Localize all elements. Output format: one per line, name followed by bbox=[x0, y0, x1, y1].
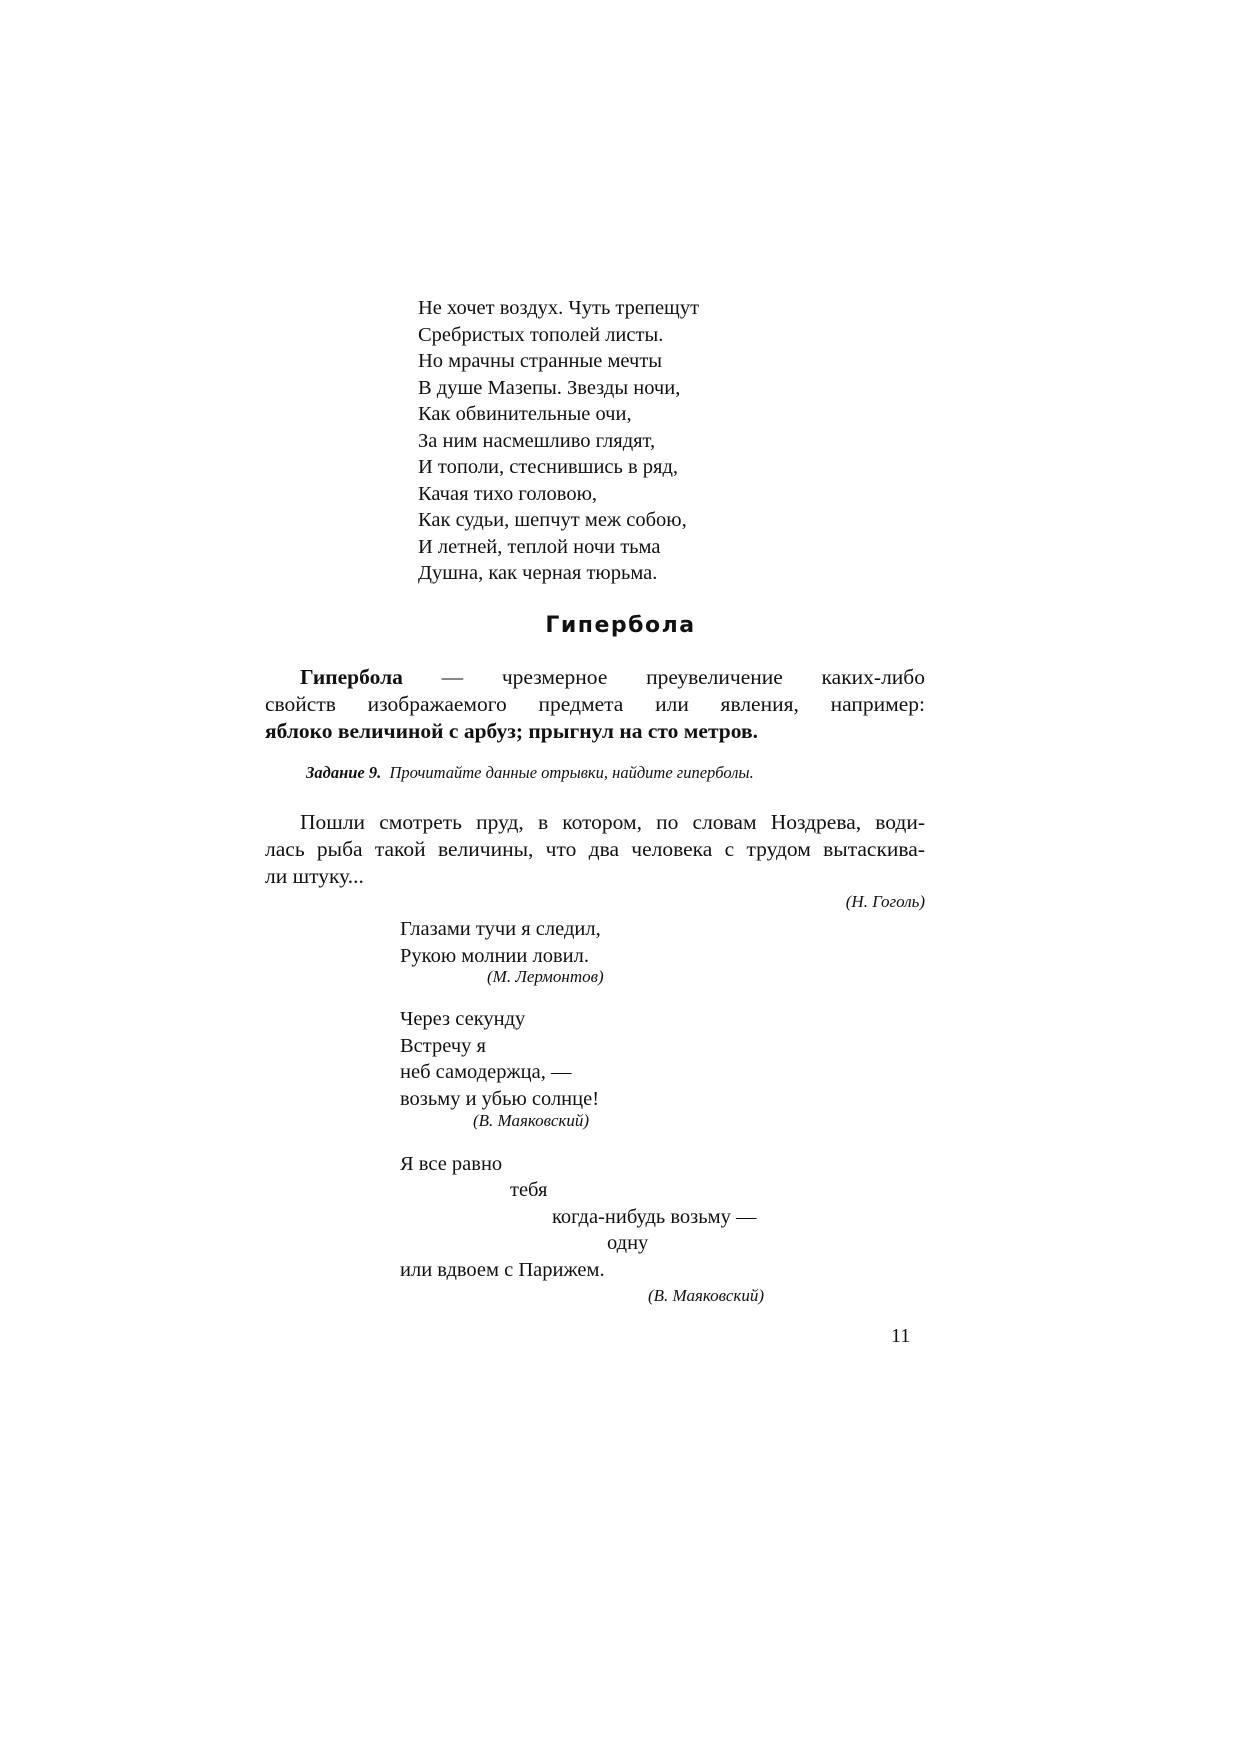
quote-3-line-2: тебя bbox=[510, 1179, 548, 1201]
poem-line: И тополи, стеснившись в ряд, bbox=[418, 456, 679, 478]
poem-line: Не хочет воздух. Чуть трепещут bbox=[418, 297, 700, 319]
definition-example: яблоко величиной с арбуз; прыгнул на сто метров. bbox=[265, 719, 758, 743]
quote-3-attribution: (В. Маяковский) bbox=[648, 1286, 764, 1305]
task-text: Прочитайте данные отрывки, найдите гиперболы. bbox=[389, 763, 754, 782]
definition-line-2: свойств изображаемого предмета или явления, например: bbox=[265, 692, 925, 716]
poem-line: Душна, как черная тюрьма. bbox=[418, 562, 658, 584]
poem-line: За ним насмешливо глядят, bbox=[418, 429, 656, 452]
quote-line: Через секунду bbox=[400, 1008, 526, 1030]
quote-line: неб самодержца, — bbox=[400, 1061, 572, 1083]
poem-line: Сребристых тополей листы. bbox=[418, 323, 664, 346]
poem-line: Но мрачны странные мечты bbox=[418, 350, 663, 372]
poem-line: В душе Мазепы. Звезды ночи, bbox=[418, 376, 681, 399]
poem-line: И летней, теплой ночи тьма bbox=[418, 535, 661, 558]
section-title: Гипербола bbox=[545, 613, 696, 638]
quote-3-line-1: Я все равно bbox=[400, 1153, 503, 1175]
quote-line: возьму и убью солнце! bbox=[400, 1087, 600, 1110]
quote-2-attribution: (В. Маяковский) bbox=[473, 1111, 589, 1130]
quote-3-line-4: одну bbox=[607, 1232, 649, 1254]
definition-line-1 bbox=[300, 664, 925, 691]
prose-attribution: (Н. Гоголь) bbox=[845, 892, 925, 911]
poem-line: Качая тихо головою, bbox=[418, 482, 598, 505]
poem-line: Как обвинительные очи, bbox=[418, 403, 632, 425]
definition-term: Гипербола bbox=[300, 665, 403, 689]
quote-2 bbox=[400, 1006, 599, 1112]
quote-line: Глазами тучи я следил, bbox=[400, 918, 601, 940]
quote-3-line-3: когда-нибудь возьму — bbox=[552, 1206, 757, 1228]
quote-line: Рукою молнии ловил. bbox=[400, 944, 589, 967]
quote-3-line-5: или вдвоем с Парижем. bbox=[400, 1259, 605, 1281]
poem-line: Как судьи, шепчут меж собою, bbox=[418, 509, 687, 531]
prose-line-1: Пошли смотреть пруд, в котором, по словам Ноздрева, води- bbox=[300, 810, 925, 834]
quote-line: Встречу я bbox=[400, 1034, 486, 1057]
prose-line-2: лась рыба такой величины, что два человека с трудом вытаскива- bbox=[265, 837, 925, 861]
page-number: 11 bbox=[891, 1325, 911, 1347]
quote-1-attribution: (М. Лермонтов) bbox=[487, 967, 604, 986]
prose-line-3: ли штуку... bbox=[265, 864, 364, 888]
task-label: Задание 9. bbox=[306, 763, 382, 782]
definition-text: — чрезмерное преувеличение каких-либо bbox=[402, 665, 925, 689]
poem-excerpt bbox=[418, 295, 699, 587]
task-instruction bbox=[306, 763, 754, 783]
quote-1 bbox=[400, 916, 601, 969]
